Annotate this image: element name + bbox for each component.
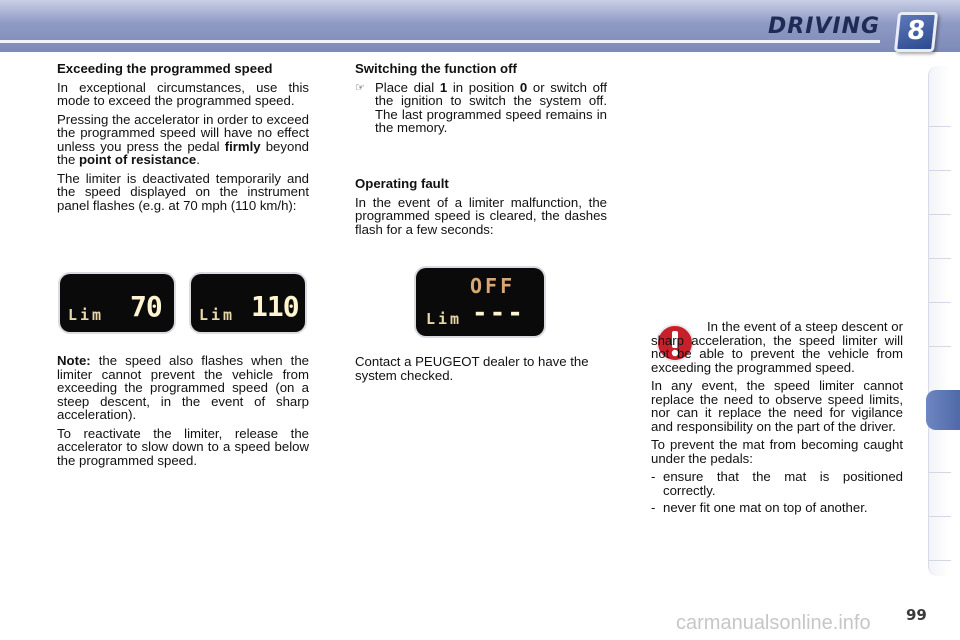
warning-paragraph: In the event of a steep descent or sharp acceleration, the speed limiter will not be able to prevent the vehicle from exceeding the programmed speed. — [651, 319, 903, 375]
page-number: 99 — [906, 606, 927, 624]
tab-divider — [929, 214, 951, 215]
text: . — [196, 152, 200, 167]
middle-column-fault — [355, 177, 607, 241]
lcd-label: Lim — [426, 310, 463, 328]
list-item — [651, 501, 903, 515]
heading-switching-off: Switching the function off — [355, 61, 517, 76]
tab-divider — [929, 170, 951, 171]
tab-divider — [929, 472, 951, 473]
text-bold: point of resistance — [79, 152, 197, 167]
heading-operating-fault: Operating fault — [355, 176, 449, 191]
watermark: carmanualsonline.info — [676, 612, 871, 634]
lcd-display-110 — [191, 274, 305, 332]
lcd-label: Lim — [68, 306, 105, 324]
chapter-tabs — [928, 66, 950, 576]
page-header — [0, 0, 960, 52]
tab-divider — [929, 516, 951, 517]
chapter-badge — [894, 12, 938, 52]
text-bold: firmly — [224, 138, 261, 154]
text: Place dial — [375, 79, 440, 95]
hand-pointer-icon: ☞ — [355, 80, 365, 94]
text: or switch off the ignition to switch the system off. The last programmed speed remains in the memory. — [375, 79, 607, 135]
dash-bullet: - — [651, 469, 656, 484]
paragraph: In the event of a limiter malfunction, the programmed speed is cleared, the dashes flash for a few seconds: — [355, 194, 607, 237]
heading-exceeding-speed: Exceeding the programmed speed — [57, 61, 273, 76]
tab-divider — [929, 126, 951, 127]
left-column-lower — [57, 354, 309, 472]
paragraph: To reactivate the limiter, release the accelerator to slow down to a speed below the programmed speed. — [57, 425, 309, 468]
chapter-tab-active[interactable] — [926, 390, 960, 430]
list-item — [651, 470, 903, 497]
paragraph: Contact a PEUGEOT dealer to have the system checked. — [355, 354, 589, 383]
list-text: never fit one mat on top of another. — [663, 500, 868, 515]
list-text: ensure that the mat is positioned correctly. — [663, 469, 903, 498]
paragraph: To prevent the mat from becoming caught under the pedals: — [651, 437, 903, 466]
tab-divider — [929, 346, 951, 347]
middle-column-lower — [355, 355, 607, 387]
instruction-item — [355, 81, 607, 135]
lcd-display-70 — [60, 274, 174, 332]
text: in position — [447, 79, 520, 95]
right-column — [651, 318, 903, 519]
note-text: the speed also flashes when the limiter cannot prevent the vehicle from exceeding the programmed speed (on a steep descent, in the event of sharp acceleration). — [57, 353, 309, 422]
paragraph: In exceptional circumstances, use this mode to exceed the programmed speed. — [57, 79, 309, 108]
text-bold: 0 — [519, 79, 528, 95]
lcd-value: 70 — [130, 290, 162, 323]
section-title: DRIVING — [768, 14, 881, 39]
middle-column — [355, 62, 607, 135]
dash-bullet: - — [651, 500, 656, 515]
left-column — [57, 62, 309, 217]
lcd-status: OFF — [470, 274, 516, 298]
text-bold: 1 — [439, 79, 448, 95]
note-paragraph — [57, 354, 309, 422]
text: beyond the — [57, 138, 309, 167]
note-label: Note: — [57, 353, 91, 368]
tab-divider — [929, 302, 951, 303]
lcd-value: 110 — [251, 290, 299, 323]
lcd-value: --- — [472, 298, 525, 328]
chapter-number: 8 — [905, 16, 927, 46]
paragraph-accelerator — [57, 113, 309, 167]
text: Pressing the accelerator in order to exceed the programmed speed will have no effect unless you press the pedal — [57, 111, 309, 154]
tab-divider — [929, 258, 951, 259]
paragraph: In any event, the speed limiter cannot replace the need to observe speed limits, nor can it replace the need for vigilance and responsibility on the part of the driver. — [651, 378, 903, 434]
tab-divider — [929, 560, 951, 561]
header-rule — [0, 40, 880, 43]
lcd-label: Lim — [199, 306, 236, 324]
lcd-display-off — [416, 268, 544, 336]
paragraph: The limiter is deactivated temporarily and the speed displayed on the instrument panel flashes (e.g. at 70 mph (110 km/h): — [57, 170, 309, 213]
